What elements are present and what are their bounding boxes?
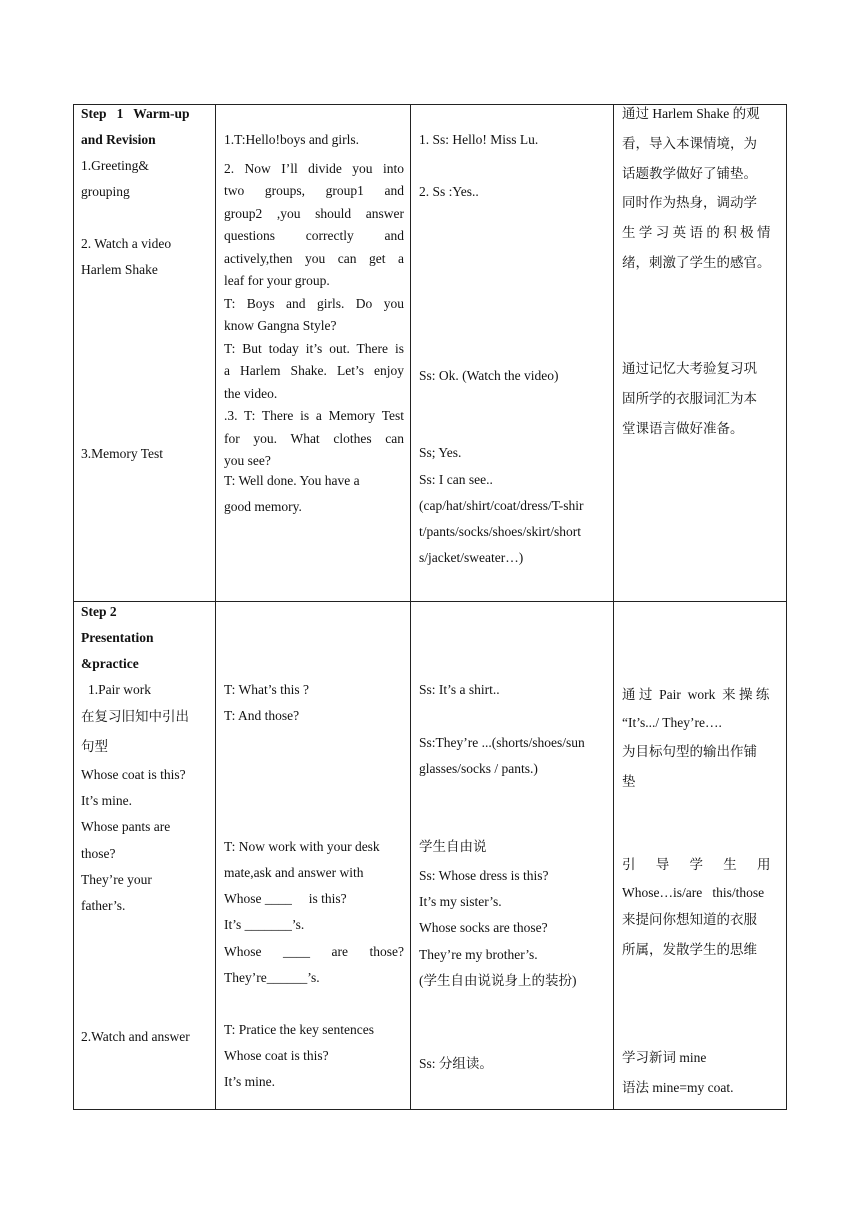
purpose-line: 看，导入本课情境，为 <box>622 136 757 151</box>
table-border-left <box>73 104 74 1110</box>
teacher-line: you see? <box>224 453 271 468</box>
teacher-line: for you. What clothes can <box>224 431 404 446</box>
teacher-line: questions correctly and <box>224 228 404 243</box>
purpose-line: 生 学 习 英 语 的 积 极 情 <box>622 225 771 240</box>
column-divider <box>613 104 614 1110</box>
teacher-line: mate,ask and answer with <box>224 865 364 880</box>
student-line: Ss: Whose dress is this? <box>419 868 549 883</box>
student-line: 1. Ss: Hello! Miss Lu. <box>419 132 539 147</box>
teacher-line: 2. Now I’ll divide you into <box>224 161 404 176</box>
activity-label: 在复习旧知中引出 <box>81 709 189 724</box>
student-line: glasses/socks / pants.) <box>419 761 538 776</box>
student-line: s/jacket/sweater…) <box>419 550 524 565</box>
student-line: Ss: 分组读。 <box>419 1056 493 1071</box>
purpose-line: 垫 <box>622 774 636 789</box>
teacher-line: 1.T:Hello!boys and girls. <box>224 132 360 147</box>
activity-label: 1.Greeting& <box>81 158 149 173</box>
student-line: Ss; Yes. <box>419 445 462 460</box>
column-divider <box>215 104 216 1110</box>
teacher-line: T: And those? <box>224 708 300 723</box>
student-line: (cap/hat/shirt/coat/dress/T-shir <box>419 498 584 513</box>
activity-label: 3.Memory Test <box>81 446 164 461</box>
step-title: Step 1 Warm-up <box>81 106 190 121</box>
teacher-line: good memory. <box>224 499 302 514</box>
purpose-line: 所属，发散学生的思维 <box>622 942 757 957</box>
purpose-line: 引 导 学 生 用 <box>622 857 771 872</box>
teacher-line: T: Now work with your desk <box>224 839 380 854</box>
purpose-line: 学习新词 mine <box>622 1050 707 1065</box>
student-line: Ss: Ok. (Watch the video) <box>419 368 559 383</box>
purpose-line: 语法 mine=my coat. <box>622 1080 734 1095</box>
step-subtitle: &practice <box>81 656 139 671</box>
activity-label: Harlem Shake <box>81 262 158 277</box>
activity-label: 2. Watch a video <box>81 236 172 251</box>
purpose-line: “It’s.../ They’re…. <box>622 715 722 730</box>
activity-label: grouping <box>81 184 130 199</box>
teacher-line: Whose ____ are those? <box>224 944 404 959</box>
purpose-line: 堂课语言做好准备。 <box>622 421 744 436</box>
activity-label: 1.Pair work <box>88 682 151 697</box>
purpose-line: 来提问你想知道的衣服 <box>622 912 757 927</box>
student-line: 学生自由说 <box>419 839 487 854</box>
teacher-line: T: Pratice the key sentences <box>224 1022 375 1037</box>
purpose-line: 话题教学做好了铺垫。 <box>622 166 757 181</box>
activity-label: those? <box>81 846 116 861</box>
teacher-line: T: What’s this ? <box>224 682 309 697</box>
purpose-line: 通过记忆大考验复习巩 <box>622 361 757 376</box>
teacher-line: .3. T: There is a Memory Test <box>224 408 404 423</box>
student-line: It’s my sister’s. <box>419 894 502 909</box>
purpose-line: 固所学的衣服词汇为本 <box>622 391 757 406</box>
teacher-line: Whose coat is this? <box>224 1048 329 1063</box>
table-border-bottom <box>73 1109 787 1110</box>
teacher-line: two groups, group1 and <box>224 183 404 198</box>
student-line: They’re my brother’s. <box>419 947 538 962</box>
purpose-line: 绪，刺激了学生的感官。 <box>622 255 771 270</box>
student-line: Ss: I can see.. <box>419 472 493 487</box>
teacher-line: leaf for your group. <box>224 273 330 288</box>
teacher-line: the video. <box>224 386 278 401</box>
teacher-line: Whose ____ is this? <box>224 891 347 906</box>
activity-label: Whose coat is this? <box>81 767 186 782</box>
teacher-line: They’re______’s. <box>224 970 320 985</box>
table-border-right <box>786 104 787 1110</box>
teacher-line: It’s mine. <box>224 1074 275 1089</box>
purpose-line: 为目标句型的输出作铺 <box>622 744 757 759</box>
teacher-line: group2 ,you should answer <box>224 206 404 221</box>
teacher-line: a Harlem Shake. Let’s enjoy <box>224 363 404 378</box>
teacher-line: T: Boys and girls. Do you <box>224 296 404 311</box>
teacher-line: actively,then you can get a <box>224 251 404 266</box>
column-divider <box>410 104 411 1110</box>
row-divider <box>73 601 787 602</box>
purpose-line: 通 过 Pair work 来 操 练 <box>622 687 770 702</box>
activity-label: Whose pants are <box>81 819 171 834</box>
student-line: Whose socks are those? <box>419 920 548 935</box>
activity-label: father’s. <box>81 898 126 913</box>
student-line: Ss:They’re ...(shorts/shoes/sun <box>419 735 585 750</box>
activity-label: They’re your <box>81 872 152 887</box>
purpose-line: Whose…is/are this/those <box>622 885 765 900</box>
teacher-line: T: Well done. You have a <box>224 473 360 488</box>
step-subtitle: and Revision <box>81 132 156 147</box>
purpose-line: 通过 Harlem Shake 的观 <box>622 106 760 121</box>
activity-label: 2.Watch and answer <box>81 1029 190 1044</box>
teacher-line: It’s _______’s. <box>224 917 305 932</box>
purpose-line: 同时作为热身，调动学 <box>622 195 757 210</box>
step-title: Step 2 <box>81 604 117 619</box>
activity-label: 句型 <box>81 739 108 754</box>
step-subtitle: Presentation <box>81 630 154 645</box>
student-line: 2. Ss :Yes.. <box>419 184 479 199</box>
student-line: (学生自由说说身上的装扮) <box>419 973 577 988</box>
teacher-line: know Gangna Style? <box>224 318 337 333</box>
teacher-line: T: But today it’s out. There is <box>224 341 404 356</box>
student-line: t/pants/socks/shoes/skirt/short <box>419 524 581 539</box>
student-line: Ss: It’s a shirt.. <box>419 682 500 697</box>
activity-label: It’s mine. <box>81 793 132 808</box>
